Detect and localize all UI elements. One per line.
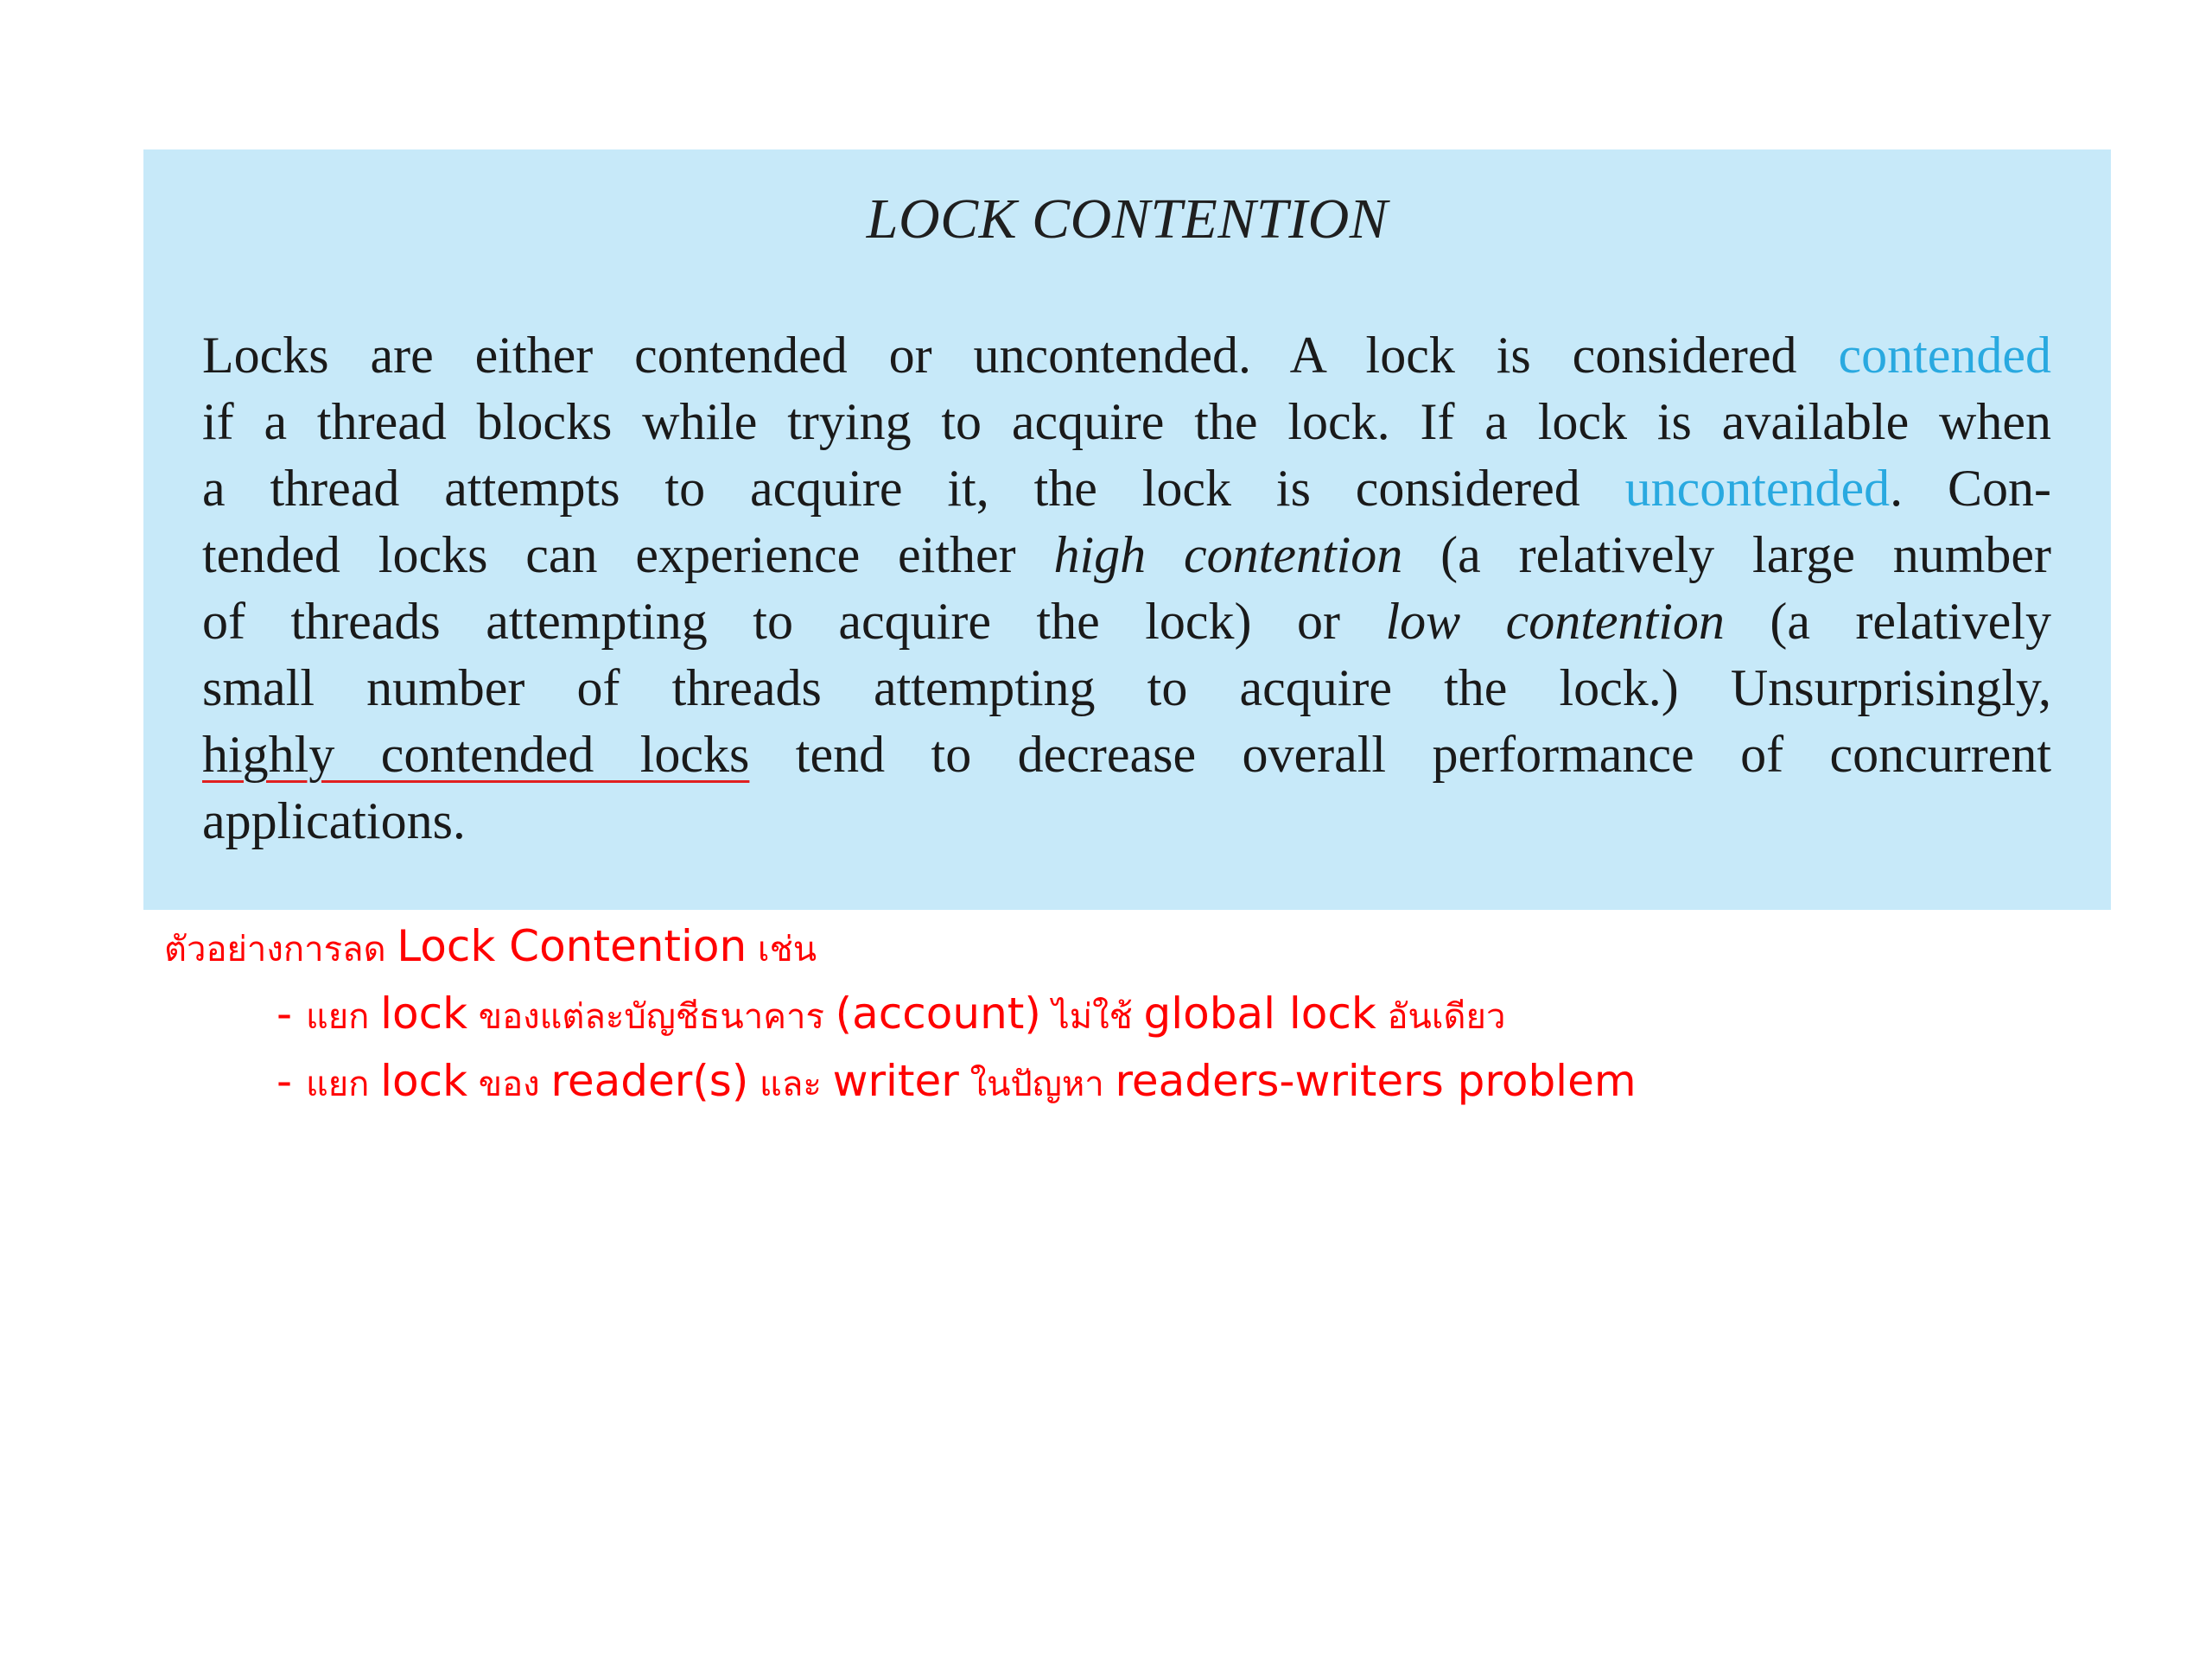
underlined-phrase: highly contended locks [202, 726, 750, 783]
note-thai: แยก [305, 1065, 381, 1104]
notes-heading-thai: เช่น [747, 930, 817, 969]
note-item-account-lock [276, 983, 1505, 1047]
notes-heading-term: Lock Contention [397, 921, 747, 971]
box-title: LOCK CONTENTION [866, 188, 1389, 251]
paragraph-line: small number of threads attempting to acquire the lock.) Unsurprisingly, [202, 659, 2051, 716]
note-thai: แยก [305, 997, 381, 1037]
line-text: a thread attempts to acquire it, the lock is considered [202, 460, 1625, 517]
paragraph-line [202, 322, 2051, 389]
definition-paragraph [202, 322, 2051, 855]
paragraph-line [202, 522, 2051, 588]
note-term: lock [380, 988, 468, 1039]
line-text: (a relatively large number [1402, 526, 2051, 583]
note-item-reader-writer-lock [276, 1051, 1637, 1115]
term-low-contention: low contention [1385, 593, 1725, 650]
paragraph-line: if a thread blocks while trying to acquire the lock. If a lock is available when [202, 393, 2051, 450]
note-thai: ของ [467, 1065, 551, 1104]
line-text: . Con- [1890, 460, 2052, 517]
term-uncontended: uncontended [1624, 460, 1891, 517]
paragraph-line [202, 721, 2051, 788]
line-text: (a relatively [1724, 593, 2051, 650]
note-term: (account) [835, 988, 1041, 1039]
bullet-dash: - [276, 1056, 306, 1106]
note-term: writer [832, 1056, 959, 1106]
note-thai: อันเดียว [1376, 997, 1506, 1037]
paragraph-line [202, 455, 2051, 522]
note-thai: ไม่ใช้ [1040, 997, 1144, 1037]
line-text: tended locks can experience either [202, 526, 1054, 583]
note-term: global lock [1143, 988, 1376, 1039]
notes-heading-thai: ตัวอย่างการลด [164, 930, 397, 969]
paragraph-line [202, 588, 2051, 655]
note-term: readers-writers problem [1115, 1056, 1637, 1106]
note-term: lock [380, 1056, 468, 1106]
lock-contention-box [143, 149, 2111, 910]
line-text: tend to decrease overall performance of concurrent [749, 726, 2051, 783]
note-thai: ในปัญหา [958, 1065, 1116, 1104]
note-thai: ของแต่ละบัญชีธนาคาร [467, 997, 836, 1037]
line-text: Locks are either contended or uncontended. A lock is considered [202, 327, 1839, 384]
term-high-contention: high contention [1053, 526, 1403, 583]
line-text: of threads attempting to acquire the lock) or [202, 593, 1386, 650]
note-thai: และ [748, 1065, 833, 1104]
paragraph-line: applications. [202, 792, 466, 849]
bullet-dash: - [276, 988, 306, 1039]
term-contended: contended [1838, 327, 2051, 384]
note-term: reader(s) [550, 1056, 749, 1106]
notes-heading [164, 916, 817, 980]
